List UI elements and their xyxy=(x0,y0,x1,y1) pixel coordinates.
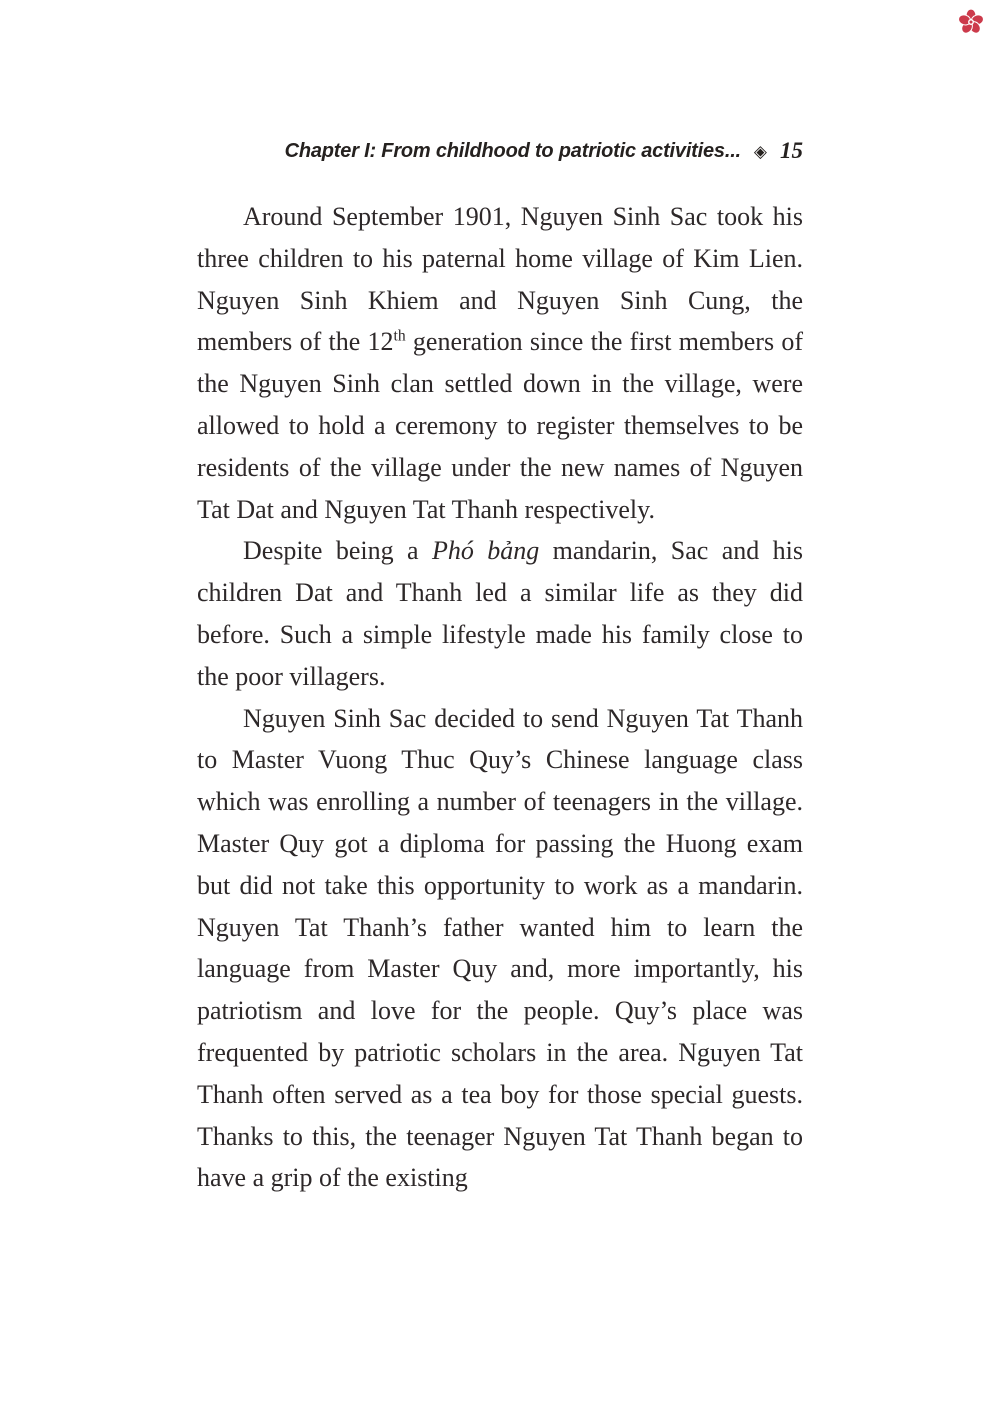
text-segment: mandarin, Sac and his children Dat and Thanh led a similar life as they did before. Such a simple lifestyle made his family close to the poor villagers. xyxy=(197,536,803,691)
text-segment-super: th xyxy=(393,327,406,345)
text-segment: Despite being a xyxy=(243,536,432,566)
page-number: 15 xyxy=(780,138,803,163)
page-body xyxy=(197,196,803,1199)
diamond-icon: ◈ xyxy=(753,141,767,162)
text-segment-italic: Phó bảng xyxy=(431,536,540,566)
chapter-title: Chapter I: From childhood to patriotic activities... xyxy=(284,139,741,162)
paragraph xyxy=(197,530,803,697)
text-segment: generation since the first members of the Nguyen Sinh clan settled down in the village, were allowed to hold a ceremony to register themselves to be residents of the village under the new names of Nguyen Tat Dat and Nguyen Tat Thanh respectively. xyxy=(197,327,803,524)
flower-icon xyxy=(957,8,985,36)
text-segment: Nguyen Sinh Sac decided to send Nguyen Tat Thanh to Master Vuong Thuc Quy’s Chinese language class which was enrolling a number of teenagers in the village. Master Quy got a diploma for passing the Huong exam but did not take this opportunity to work as a mandarin. Nguyen Tat Thanh’s father wanted him to learn the language from Master Quy and, more importantly, his patriotism and love for the people. Quy’s place was frequented by patriotic scholars in the area. Nguyen Tat Thanh often served as a tea boy for those special guests. Thanks to this, the teenager Nguyen Tat Thanh began to have a grip of the existing xyxy=(197,703,803,1193)
running-header xyxy=(197,138,803,164)
paragraph xyxy=(197,698,803,1200)
paragraph xyxy=(197,196,803,530)
text-segment: Around September 1901, Nguyen Sinh Sac took his three children to his paternal home village of Kim Lien. Nguyen Sinh Khiem and Nguyen Sinh Cung, the members of the 12 xyxy=(197,202,803,357)
